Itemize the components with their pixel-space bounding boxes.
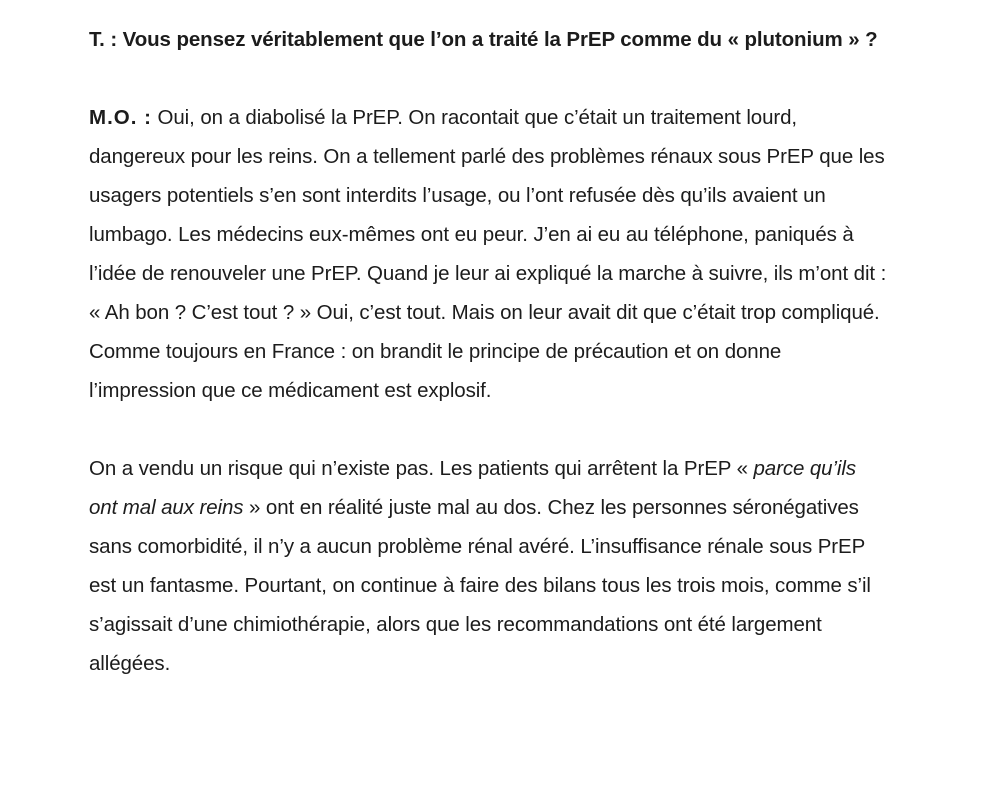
paragraph-2-quote: parce qu’ils ont mal aux reins: [89, 457, 856, 519]
interview-answer: [89, 98, 889, 410]
interview-question: [89, 20, 889, 59]
answer-paragraph-2: [89, 449, 889, 683]
article-body: [89, 20, 889, 722]
answer-speaker: M.O. :: [89, 106, 152, 129]
paragraph-2-before: On a vendu un risque qui n’existe pas. Les patients qui arrêtent la PrEP «: [89, 457, 754, 480]
question-text: T. : Vous pensez véritablement que l’on a traité la PrEP comme du « plutonium » ?: [89, 28, 878, 51]
paragraph-2-after: » ont en réalité juste mal au dos. Chez les personnes séronégatives sans comorbidité, il n’y a aucun problème rénal avéré. L’insuffisance rénale sous PrEP est un fantasme. Pourtant, on continue à faire des bilans tous les trois mois, comme s’il s’agissait d’une chimiothérapie, alors que les recommandations ont été largement allégées.: [89, 496, 871, 675]
answer-text: Oui, on a diabolisé la PrEP. On racontait que c’était un traitement lourd, dangereux pour les reins. On a tellement parlé des problèmes rénaux sous PrEP que les usagers potentiels s’en sont interdits l’usage, ou l’ont refusée dès qu’ils avaient un lumbago. Les médecins eux-mêmes ont eu peur. J’en ai eu au téléphone, paniqués à l’idée de renouveler une PrEP. Quand je leur ai expliqué la marche à suivre, ils m’ont dit : « Ah bon ? C’est tout ? » Oui, c’est tout. Mais on leur avait dit que c’était trop compliqué. Comme toujours en France : on brandit le principe de précaution et on donne l’impression que ce médicament est explosif.: [89, 106, 887, 402]
